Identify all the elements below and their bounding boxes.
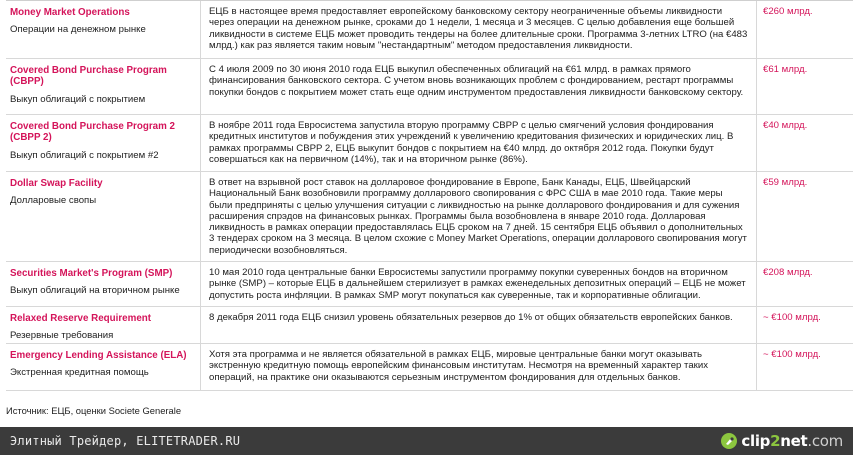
- program-description: ЕЦБ в настоящее время предоставляет европейскому банковскому сектору неограниченные объемы ликвидности через операции на денежном рынке, сроками до 1 недели, 1 месяца и 3 месяцев. С целью добавления еще большей ликвидности в системе ЕЦБ может проводить тендеры на более длительные сроки. Программа 3-летних LTRO (на €483 млрд.) как раз является таким новым "нестандартным" методом предоставления ликвидности.: [201, 1, 757, 58]
- clip-icon: [720, 432, 738, 450]
- program-subtitle: Долларовые свопы: [10, 195, 97, 207]
- program-cell: [6, 172, 201, 261]
- program-name: Emergency Lending Assistance (ELA): [10, 350, 187, 361]
- brand-part: .com: [807, 432, 843, 450]
- program-amount: ~ €100 млрд.: [763, 349, 821, 360]
- table-row: [6, 115, 853, 172]
- program-subtitle: Выкуп облигаций на вторичном рынке: [10, 285, 180, 297]
- brand-part: clip: [741, 432, 771, 450]
- program-cell: [6, 344, 201, 390]
- program-description: 10 мая 2010 года центральные банки Евросистемы запустили программу покупки суверенных бондов на вторичном рынке (SMP) – которые ЕЦБ в дальнейшем стерилизует в рамках еженедельных депозитных операций – ЕЦБ не может допустить роста инфляции. В рамках SMP могут покупаться как суверенные, так и корпоративные облигации.: [201, 262, 757, 306]
- clip2net-logo[interactable]: [720, 432, 843, 450]
- programs-table: [6, 0, 853, 391]
- program-name: Money Market Operations: [10, 7, 130, 18]
- program-description: В ответ на взрывной рост ставок на долларовое фондирование в Европе, Банк Канады, ЕЦБ, Швейцарский Национальный Банк возобновили программу долларового свопирования с ФРС США в мае 2010 года. Такие меры были предприняты с целью улучшения ситуации с ликвидностью на рынке долларового фондирования и для сужения расширения спрэдов на финансовых рынках. Программы была возобновлена в январе 2010 года. Долларовая ликвидность в рамках операции предоставлялась ЕЦБ сроком на 7 дней. 15 сентября ЕЦБ объявил о дополнительных 3 тендерах сроком на 3 месяца. В целом схожие с Money Market Operations, операции долларового свопирования могут периодически возобновляться.: [201, 172, 757, 261]
- program-name: Covered Bond Purchase Program 2 (CBPP 2): [10, 121, 175, 144]
- table-row: [6, 344, 853, 391]
- program-cell: [6, 1, 201, 58]
- table-row: [6, 172, 853, 262]
- brand-name: [741, 432, 843, 450]
- program-cell: [6, 115, 201, 171]
- program-amount: ~ €100 млрд.: [763, 312, 821, 323]
- brand-part: 2: [770, 432, 781, 450]
- program-cell: [6, 307, 201, 343]
- program-amount: €208 млрд.: [763, 267, 813, 278]
- table-row: [6, 262, 853, 307]
- program-name: Securities Market's Program (SMP): [10, 268, 173, 279]
- source-note: Источник: ЕЦБ, оценки Societe Generale: [6, 405, 182, 416]
- program-subtitle: Экстренная кредитная помощь: [10, 367, 149, 379]
- program-amount: €59 млрд.: [763, 177, 808, 188]
- program-amount: €61 млрд.: [763, 64, 808, 75]
- program-subtitle: Резервные требования: [10, 330, 114, 342]
- program-cell: [6, 59, 201, 114]
- program-subtitle: Выкуп облигаций с покрытием #2: [10, 149, 159, 161]
- program-description: В ноябре 2011 года Евросистема запустила вторую программу CBPP с целью смягчений условия фондирования кредитных институтов и побуждения этих учреждений к увеличению кредитования физических и юридических лиц. В рамках программы CBPP 2, ЕЦБ выкупит бондов с покрытием на €40 млрд. до октября 2012 года. Покупки будут совершаться как на первичном (14%), так и на вторичном рынке (86%).: [201, 115, 757, 171]
- program-name: Dollar Swap Facility: [10, 178, 103, 189]
- program-subtitle: Операции на денежном рынке: [10, 24, 146, 36]
- program-description: С 4 июля 2009 по 30 июня 2010 года ЕЦБ выкупил обеспеченных облигаций на €61 млрд. в рамках прямого финансирования банковского сектора. С учетом вновь возникающих проблем с фондированием, рестарт программы покупки бондов с покрытием может стать еще одним инструментом предоставления ликвидности банковскому сектору.: [201, 59, 757, 114]
- program-amount: €40 млрд.: [763, 120, 808, 131]
- program-name: Relaxed Reserve Requirement: [10, 313, 152, 324]
- program-description: Хотя эта программа и не является обязательной в рамках ЕЦБ, мировые центральные банки могут оказывать экстренную кредитную помощь европейским финансовым институтам. Несмотря на временный характер таких операций, на практике они оказываются серьезным инструментом фондирования для отдельных банков.: [201, 344, 757, 390]
- program-cell: [6, 262, 201, 306]
- footer-credit: Элитный Трейдер, ELITETRADER.RU: [10, 434, 241, 448]
- program-name: Covered Bond Purchase Program (CBPP): [10, 65, 167, 88]
- footer-bar: [0, 427, 853, 455]
- program-subtitle: Выкуп облигаций с покрытием: [10, 93, 146, 105]
- program-amount: €260 млрд.: [763, 6, 813, 17]
- program-description: 8 декабря 2011 года ЕЦБ снизил уровень обязательных резервов до 1% от общих обязательств европейских банков.: [201, 307, 757, 343]
- table-row: [6, 307, 853, 344]
- brand-part: net: [780, 432, 808, 450]
- table-row: [6, 1, 853, 59]
- table-row: [6, 59, 853, 115]
